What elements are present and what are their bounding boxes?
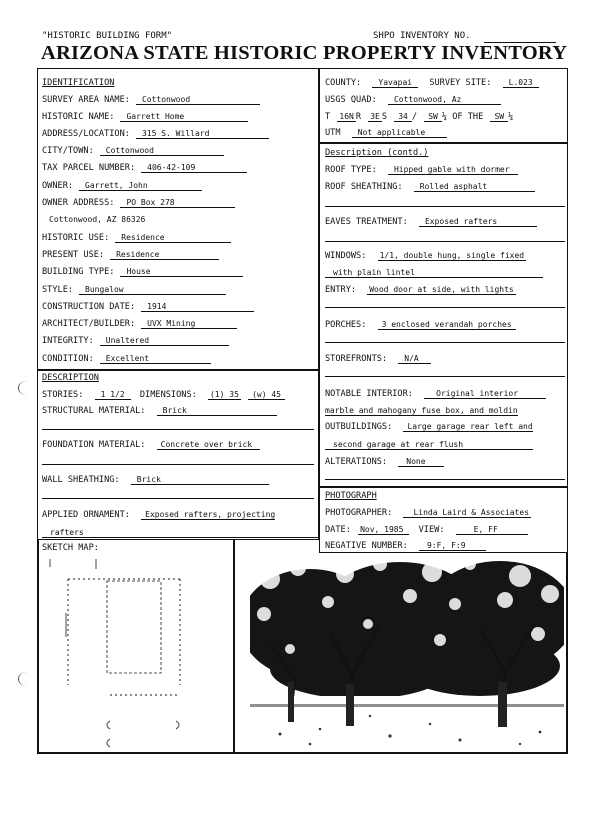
sketch-map-drawing bbox=[40, 553, 232, 751]
eaves-label: EAVES TREATMENT: bbox=[325, 217, 408, 227]
field-label: INTEGRITY: bbox=[42, 336, 94, 346]
photographer-value: Linda Laird & Associates bbox=[403, 508, 531, 518]
roof-type-label: ROOF TYPE: bbox=[325, 165, 377, 175]
roof-type-value: Hipped gable with dormer bbox=[388, 165, 518, 175]
windows-value-2: with plain lintel bbox=[325, 268, 543, 278]
structural-material-value: Brick bbox=[157, 406, 277, 416]
negative-number-value: 9:F, F:9 bbox=[419, 541, 486, 551]
foundation-row bbox=[42, 440, 260, 450]
field-label: OWNER ADDRESS: bbox=[42, 198, 115, 208]
field-value: 1914 bbox=[141, 302, 254, 312]
county-value: Yavapai bbox=[372, 78, 418, 88]
quarter-two-value: SW bbox=[490, 112, 508, 122]
entry-label: ENTRY: bbox=[325, 285, 357, 295]
applied-ornament-label: APPLIED ORNAMENT: bbox=[42, 510, 130, 520]
utm-value: Not applicable bbox=[352, 128, 447, 138]
field-value: Cottonwood bbox=[100, 146, 224, 156]
entry-value: Wood door at side, with lights bbox=[369, 285, 514, 294]
foundation-material-value: Concrete over brick bbox=[157, 440, 261, 450]
foundation-material-label: FOUNDATION MATERIAL: bbox=[42, 440, 146, 450]
quarter-one-value: SW bbox=[424, 112, 442, 122]
field-label: BUILDING TYPE: bbox=[42, 267, 115, 277]
usgs-label: USGS QUAD: bbox=[325, 95, 377, 105]
field-value: Bungalow bbox=[79, 285, 226, 295]
survey-site-value: L.023 bbox=[503, 78, 539, 88]
wall-sheathing-row bbox=[42, 475, 269, 485]
sheet-right-border bbox=[566, 553, 568, 753]
quarter-two-fraction: ¼ bbox=[508, 112, 514, 122]
usgs-value: Cottonwood, Az bbox=[388, 95, 501, 105]
field-label: TAX PARCEL NUMBER: bbox=[42, 163, 136, 173]
section-value: 34 bbox=[394, 112, 412, 122]
field-label: HISTORIC USE: bbox=[42, 233, 110, 243]
interior-row bbox=[325, 389, 546, 399]
field-label: PRESENT USE: bbox=[42, 250, 105, 260]
roof-sheathing-row bbox=[325, 182, 535, 192]
structural-row bbox=[42, 406, 277, 416]
view-label: VIEW: bbox=[418, 525, 445, 535]
identification-field-row bbox=[49, 215, 145, 225]
photographer-label: PHOTOGRAPHER: bbox=[325, 508, 393, 518]
outbuildings-value-2: second garage at rear flush bbox=[325, 440, 533, 450]
range-label: R bbox=[355, 112, 362, 122]
wall-blank-line bbox=[42, 498, 314, 499]
interior-row-2 bbox=[325, 406, 518, 416]
storefronts-blank-line bbox=[325, 376, 565, 377]
notable-interior-value-2: marble and mahogany fuse box, and moldin bbox=[325, 406, 518, 415]
foundation-blank-line bbox=[42, 464, 314, 465]
stories-row bbox=[42, 390, 285, 400]
sketch-map-label: SKETCH MAP: bbox=[42, 543, 99, 553]
roof-type-row bbox=[325, 165, 518, 175]
outbuildings-label: OUTBUILDINGS: bbox=[325, 422, 393, 432]
survey-site-label: SURVEY SITE: bbox=[429, 78, 492, 88]
field-label: ARCHITECT/BUILDER: bbox=[42, 319, 136, 329]
page-title: ARIZONA STATE HISTORIC PROPERTY INVENTORY bbox=[41, 42, 568, 64]
of-the-label: OF THE bbox=[452, 112, 484, 122]
windows-label: WINDOWS: bbox=[325, 251, 367, 261]
photo-date-value: Nov, 1985 bbox=[358, 525, 409, 535]
identification-field-row bbox=[42, 198, 235, 208]
identification-heading: IDENTIFICATION bbox=[42, 78, 115, 88]
trs-row: T 16N R 3E S 34 / SW ¼ OF THE SW ¼ bbox=[325, 112, 514, 122]
date-view-row bbox=[325, 525, 528, 535]
windows-row bbox=[325, 251, 526, 261]
identification-field-row bbox=[42, 250, 219, 260]
structural-blank-line bbox=[42, 429, 314, 430]
county-row bbox=[325, 78, 539, 88]
identification-field-row bbox=[42, 181, 202, 191]
eaves-row bbox=[325, 217, 537, 227]
form-type-label: "HISTORIC BUILDING FORM" bbox=[42, 31, 173, 41]
photo-date-label: DATE: bbox=[325, 525, 351, 535]
county-label: COUNTY: bbox=[325, 78, 362, 88]
negative-row bbox=[325, 541, 486, 551]
identification-field-row bbox=[42, 285, 226, 295]
outbuildings-value: Large garage rear left and bbox=[403, 422, 532, 432]
dimensions-length: (1) 35 bbox=[209, 390, 239, 399]
storefronts-value: N/A bbox=[398, 354, 430, 364]
identification-field-row bbox=[42, 95, 260, 105]
field-label: CONDITION: bbox=[42, 354, 94, 364]
identification-field-row bbox=[42, 354, 211, 364]
negative-number-label: NEGATIVE NUMBER: bbox=[325, 541, 408, 551]
identification-field-row bbox=[42, 112, 248, 122]
outbuildings-row bbox=[325, 422, 533, 432]
sketch-photo-divider bbox=[233, 540, 235, 753]
identification-field-row bbox=[42, 233, 231, 243]
description-contd-box bbox=[319, 143, 568, 487]
photographer-row bbox=[325, 508, 531, 518]
field-value: Residence bbox=[110, 250, 219, 260]
wall-sheathing-value: Brick bbox=[131, 475, 269, 485]
field-value: 406-42-109 bbox=[141, 163, 247, 173]
field-label: OWNER: bbox=[42, 181, 74, 191]
field-value: Garrett, John bbox=[79, 181, 202, 191]
usgs-row bbox=[325, 95, 501, 105]
building-photograph bbox=[250, 554, 564, 750]
field-label: CITY/TOWN: bbox=[42, 146, 94, 156]
field-value: UVX Mining bbox=[141, 319, 237, 329]
field-value: 315 S. Willard bbox=[136, 129, 269, 139]
field-value: Excellent bbox=[100, 354, 211, 364]
roof-sheathing-value: Rolled asphalt bbox=[414, 182, 535, 192]
stories-label: STORIES: bbox=[42, 390, 84, 400]
applied-ornament-value-2: rafters bbox=[42, 528, 320, 538]
utm-row bbox=[325, 128, 447, 138]
identification-field-row bbox=[42, 302, 254, 312]
identification-field-row bbox=[42, 267, 243, 277]
field-label: HISTORIC NAME: bbox=[42, 112, 115, 122]
wall-sheathing-label: WALL SHEATHING: bbox=[42, 475, 120, 485]
stories-value: 1 1/2 bbox=[95, 390, 131, 400]
ornament-row-2 bbox=[42, 528, 320, 538]
range-value: 3E bbox=[370, 112, 380, 121]
field-value: House bbox=[120, 267, 242, 277]
identification-field-row bbox=[42, 129, 269, 139]
field-value: PO Box 278 bbox=[120, 198, 234, 208]
entry-row bbox=[325, 285, 516, 295]
field-label: SURVEY AREA NAME: bbox=[42, 95, 130, 105]
notable-interior-value: Original interior bbox=[424, 389, 546, 399]
field-value: Unaltered bbox=[100, 336, 229, 346]
porches-row bbox=[325, 320, 516, 330]
field-value: Cottonwood, AZ 86326 bbox=[49, 215, 146, 224]
field-label: CONSTRUCTION DATE: bbox=[42, 302, 136, 312]
field-label: STYLE: bbox=[42, 285, 74, 295]
sketch-left-border bbox=[37, 540, 39, 753]
field-value: Cottonwood bbox=[136, 95, 260, 105]
porches-blank-line bbox=[325, 342, 565, 343]
identification-field-row bbox=[42, 163, 247, 173]
ornament-row bbox=[42, 510, 275, 520]
notable-interior-label: NOTABLE INTERIOR: bbox=[325, 389, 413, 399]
hole-punch-mark bbox=[18, 381, 35, 395]
roof-blank-line bbox=[325, 206, 565, 207]
shpo-inventory-label: SHPO INVENTORY NO. bbox=[373, 31, 471, 41]
field-label: ADDRESS/LOCATION: bbox=[42, 129, 130, 139]
utm-label: UTM bbox=[325, 128, 341, 138]
eaves-value: Exposed rafters bbox=[419, 217, 537, 227]
field-value: Residence bbox=[115, 233, 230, 243]
windows-row-2 bbox=[325, 268, 543, 278]
hole-punch-mark bbox=[18, 672, 35, 686]
storefronts-row bbox=[325, 354, 431, 364]
eaves-blank-line bbox=[325, 241, 565, 242]
entry-blank-line bbox=[325, 307, 565, 308]
description-heading: DESCRIPTION bbox=[42, 373, 99, 383]
alterations-value: None bbox=[398, 457, 443, 467]
roof-sheathing-label: ROOF SHEATHING: bbox=[325, 182, 403, 192]
identification-field-row bbox=[42, 319, 237, 329]
dimensions-label: DIMENSIONS: bbox=[139, 390, 197, 400]
dimensions-width: (w) 45 bbox=[248, 390, 285, 400]
field-value: Garrett Home bbox=[120, 112, 248, 122]
view-value: E, FF bbox=[456, 525, 528, 535]
outbuildings-row-2 bbox=[325, 440, 533, 450]
alterations-label: ALTERATIONS: bbox=[325, 457, 388, 467]
tree-photo-image bbox=[250, 554, 564, 750]
township-value: 16N bbox=[339, 112, 354, 121]
township-label: T bbox=[325, 112, 331, 122]
windows-value: 1/1, double hung, single fixed bbox=[379, 251, 525, 260]
porches-value: 3 enclosed verandah porches bbox=[378, 320, 516, 330]
description-contd-heading: Description (contd.) bbox=[325, 148, 429, 158]
section-label: S bbox=[381, 112, 388, 122]
porches-label: PORCHES: bbox=[325, 320, 367, 330]
photograph-heading: PHOTOGRAPH bbox=[325, 491, 377, 501]
structural-material-label: STRUCTURAL MATERIAL: bbox=[42, 406, 146, 416]
applied-ornament-value: Exposed rafters, projecting bbox=[141, 510, 275, 520]
storefronts-label: STOREFRONTS: bbox=[325, 354, 388, 364]
quarter-one-fraction: ¼ bbox=[441, 112, 448, 122]
sheet-bottom-border bbox=[37, 752, 568, 754]
alterations-blank-line bbox=[325, 479, 565, 480]
alterations-row bbox=[325, 457, 444, 467]
identification-field-row bbox=[42, 146, 224, 156]
identification-field-row bbox=[42, 336, 229, 346]
